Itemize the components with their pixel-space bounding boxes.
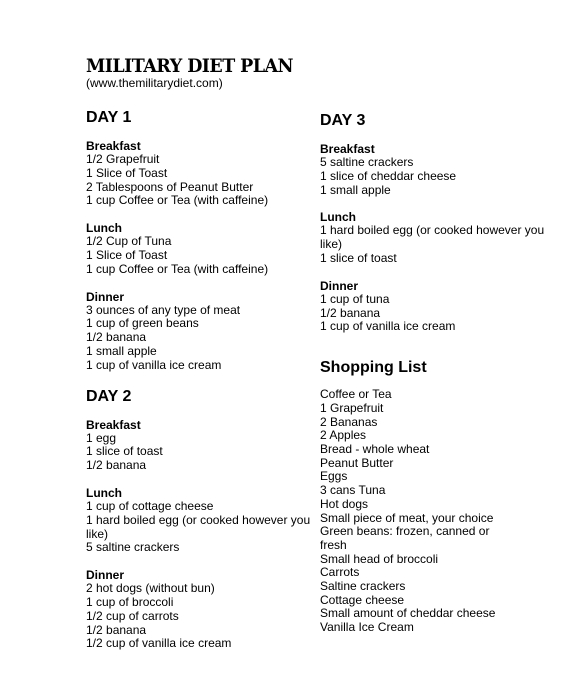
shopping-list-items (320, 388, 560, 635)
meal-item: 1/2 Cup of Tuna (86, 234, 172, 249)
meal-item: 1 cup of vanilla ice cream (86, 357, 222, 372)
meal-item: 1/2 banana (320, 305, 381, 320)
day-1-meal-title: Breakfast (86, 139, 141, 153)
day-3-section (320, 111, 560, 334)
day-3-dinner-section (320, 279, 560, 334)
day-2-dinner-section (86, 568, 326, 651)
shopping-list-item: Small amount of cheddar cheese (320, 606, 496, 621)
meal-item: 1/2 banana (86, 458, 147, 473)
meal-item: 1 small apple (86, 343, 157, 358)
day-1-breakfast-section (86, 139, 326, 208)
day-2-meal-title: Dinner (86, 568, 125, 583)
day-3-meal-title: Dinner (320, 278, 359, 293)
shopping-list-item: Peanut Butter (320, 455, 394, 470)
meal-item: 1 small apple (320, 182, 391, 197)
meal-item: 1 egg (86, 430, 117, 445)
day-2-heading: DAY 2 (86, 387, 132, 405)
day-2-section (86, 387, 326, 652)
shopping-list-item: Coffee or Tea (320, 387, 392, 402)
shopping-list-item: Small piece of meat, your choice (320, 510, 494, 525)
shopping-list-item: Green beans: frozen, canned or fresh (320, 524, 490, 552)
shopping-list-item: Hot dogs (320, 496, 369, 511)
day-1-lunch-section (86, 221, 326, 276)
day-3-heading: DAY 3 (320, 112, 366, 129)
day-1-heading: DAY 1 (86, 109, 132, 126)
shopping-list-item: Saltine crackers (320, 579, 406, 594)
shopping-list-heading: Shopping List (320, 359, 427, 377)
meal-item: 1 hard boiled egg (or cooked however you like) (320, 223, 545, 252)
document-subtitle: (www.themilitarydiet.com) (86, 76, 223, 90)
meal-item: 1 Slice of Toast (86, 165, 168, 180)
meal-item: 1/2 cup of carrots (86, 608, 179, 623)
shopping-list-item: Carrots (320, 565, 360, 580)
meal-item: 2 Tablespoons of Peanut Butter (86, 179, 254, 194)
day-3-breakfast-section (320, 142, 560, 197)
meal-item: 1 cup of broccoli (86, 594, 174, 609)
meal-item: 1/2 banana (86, 330, 147, 345)
shopping-list-item: 3 cans Tuna (320, 483, 386, 498)
meal-item: 1/2 Grapefruit (86, 152, 160, 166)
document-title: MILITARY DIET PLAN (86, 55, 293, 77)
meal-item: 1 cup Coffee or Tea (with caffeine) (86, 193, 269, 208)
meal-item: 5 saltine crackers (86, 540, 180, 555)
shopping-list-item: 2 Bananas (320, 414, 378, 429)
shopping-list-item: Bread - whole wheat (320, 441, 430, 456)
shopping-list-item: Small head of broccoli (320, 551, 439, 566)
meal-item: 1/2 cup of vanilla ice cream (86, 636, 232, 651)
meal-item: 3 ounces of any type of meat (86, 302, 241, 317)
day-1-meal-title: Dinner (86, 289, 125, 304)
meal-item: 5 saltine crackers (320, 155, 414, 169)
day-3-lunch-section (320, 210, 560, 265)
day-1-dinner-section (86, 290, 326, 373)
day-2-breakfast-section (86, 418, 326, 473)
day-2-meal-title: Lunch (86, 485, 122, 500)
shopping-list-item: Vanilla Ice Cream (320, 620, 414, 635)
shopping-list (320, 358, 560, 635)
day-1-section (86, 108, 326, 373)
meal-item: 1 hard boiled egg (or cooked however you like) (86, 512, 311, 541)
day-3-meal-title: Lunch (320, 210, 356, 225)
day-2-lunch-section (86, 486, 326, 555)
day-1-meal-title: Lunch (86, 221, 122, 236)
meal-item: 1 slice of toast (86, 444, 163, 459)
meal-item: 1 cup of cottage cheese (86, 498, 214, 513)
shopping-list-item: Cottage cheese (320, 592, 405, 607)
day-3-meal-title: Breakfast (320, 142, 375, 156)
meal-item: 1 Slice of Toast (86, 247, 168, 262)
meal-item: 1 cup of green beans (86, 316, 199, 331)
meal-item: 1 cup Coffee or Tea (with caffeine) (86, 261, 269, 276)
shopping-list-item: 2 Apples (320, 428, 367, 443)
meal-item: 1 slice of cheddar cheese (320, 168, 457, 183)
shopping-list-item: Eggs (320, 469, 348, 484)
left-column (86, 108, 326, 665)
meal-item: 1 slice of toast (320, 250, 397, 265)
meal-item: 2 hot dogs (without bun) (86, 581, 215, 596)
meal-item: 1 cup of vanilla ice cream (320, 319, 456, 334)
shopping-list-item: 1 Grapefruit (320, 400, 384, 415)
day-2-meal-title: Breakfast (86, 417, 141, 432)
right-column (320, 111, 560, 635)
meal-item: 1 cup of tuna (320, 291, 390, 306)
meal-item: 1/2 banana (86, 622, 147, 637)
